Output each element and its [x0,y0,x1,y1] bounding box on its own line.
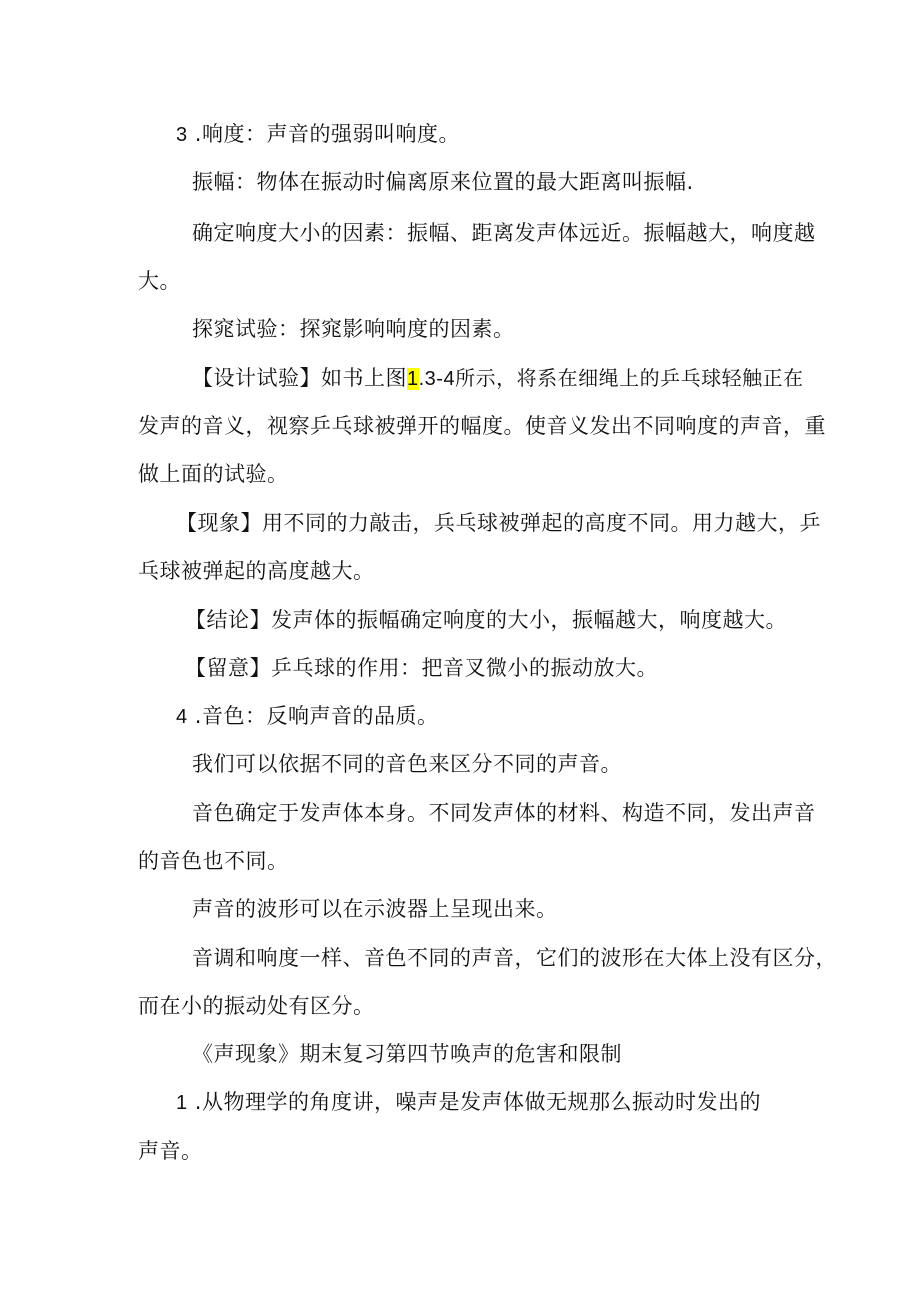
paragraph-loudness-heading [176,119,460,150]
item-number: 3 [176,124,188,146]
paragraph-waveform-compare: 音调和响度一样、音色不同的声音，它们的波形在大体上没有区分， [192,946,837,970]
line-text: 【设计试验】如书上图 [192,366,407,390]
paragraph-loudness-factors: 确定响度大小的因素：振幅、距离发声体远近。振幅越大，响度越 [192,221,816,245]
section-title: 《声现象》期末复习第四节唤声的危害和限制 [192,1042,622,1066]
line-text: .从物理学的角度讲，噪声是发声体做无规那么振动时发出的 [187,1090,761,1114]
line-text: .音色：反响声音的品质。 [187,704,439,728]
highlighted-figure-number: 1 [407,368,419,390]
item-number: 1 [176,1092,188,1114]
paragraph-experiment-design-cont2: 做上面的试验。 [138,462,289,486]
paragraph-noise-definition [176,1087,761,1118]
line-text: .3-4所示，将系在细绳上的乒乓球轻触正在 [418,368,804,390]
paragraph-note: 【留意】乒乓球的作用：把音叉微小的振动放大。 [185,656,658,680]
paragraph-experiment-title: 探窕试验：探窕影响响度的因素。 [192,317,515,341]
paragraph-waveform-compare-cont: 而在小的振动处有区分。 [138,994,375,1018]
line-text: .响度：声音的强弱叫响度。 [187,122,460,146]
paragraph-experiment-design-cont: 发声的音义，视察乒乓球被弹开的幅度。使音义发出不同响度的声音，重 [138,414,826,438]
paragraph-loudness-factors-cont: 大。 [138,269,181,293]
paragraph-timbre-distinguish: 我们可以依据不同的音色来区分不同的声音。 [192,752,622,776]
paragraph-experiment-design [192,363,804,394]
paragraph-conclusion: 【结论】发声体的振幅确定响度的大小，振幅越大，响度越大。 [185,608,787,632]
paragraph-phenomenon: 【现象】用不同的力敲击，兵乓球被弹起的高度不同。用力越大，乒 [176,511,821,535]
paragraph-timbre-heading [176,701,438,732]
paragraph-timbre-source: 音色确定于发声体本身。不同发声体的材料、构造不同，发出声音 [192,801,816,825]
paragraph-phenomenon-cont: 乓球被弹起的高度越大。 [138,559,375,583]
paragraph-waveform: 声音的波形可以在示波器上呈现出来。 [192,897,558,921]
paragraph-noise-definition-cont: 声音。 [138,1139,203,1163]
paragraph-timbre-source-cont: 的音色也不同。 [138,849,289,873]
paragraph-amplitude: 振幅：物体在振动时偏离原来位置的最大距离叫振幅. [192,170,694,194]
item-number: 4 [176,706,188,728]
